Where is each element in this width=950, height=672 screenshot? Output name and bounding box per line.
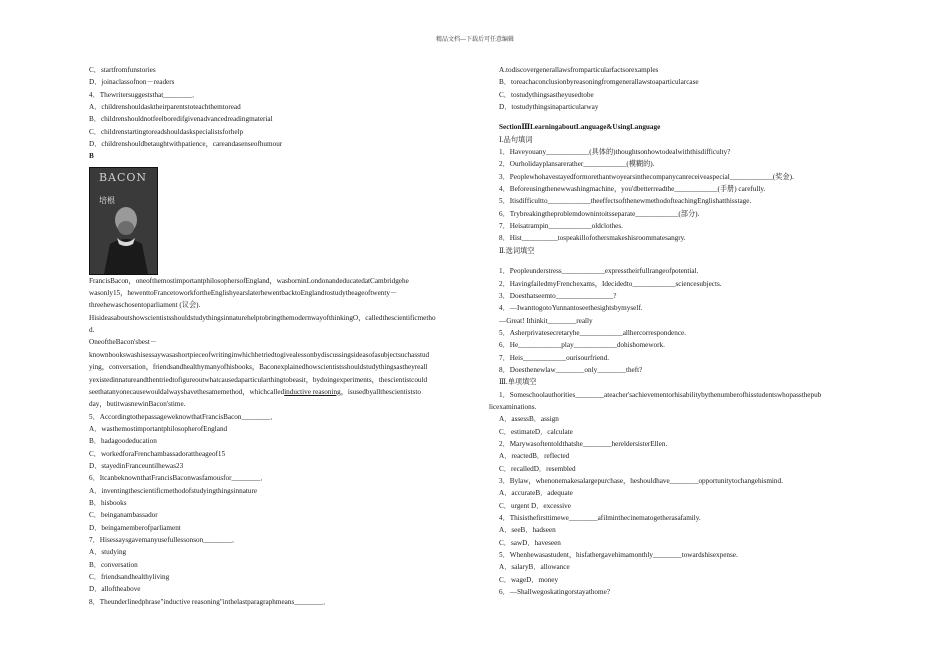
fill-blank-item: 6．He____________play____________dohishomework. <box>499 341 665 350</box>
fill-blank-item: —Great! Ithinkit________really <box>499 316 593 325</box>
option-line: A．studying <box>89 548 127 557</box>
question-line: 2．Marywasoftentoldthatshe________hereldersisterEllen. <box>499 439 668 448</box>
fill-blank-item: 5．Itisdifficultto____________theeffectsofthenewmethodofteachingEnglishatthisstage. <box>499 197 752 206</box>
option-line: C．beinganambassador <box>89 511 158 520</box>
fill-blank-item: 2．HavingfailedmyFrenchexams，Idecidedto____________sciencesubjects. <box>499 279 722 288</box>
option-line: C．friendsandhealthyliving <box>89 573 170 581</box>
section-b-label: B <box>89 152 94 161</box>
text-line: threehewaschosentoparliament (议会). <box>89 301 201 310</box>
text-line: wasonly15，hewenttoFrancetoworkfortheEnglishyearslaterhewentbacktoEnglandtostudytheageoftwenty－ <box>89 289 398 298</box>
question-line-continued: licexaminations. <box>489 402 537 411</box>
left-column <box>89 64 467 608</box>
option-line: B．conversation <box>89 560 138 569</box>
text-span: seethatanyonecausewouldalwayshavethesamemethod，whichcalled <box>89 387 285 396</box>
text-line: ying，conversation，friendsandhealthymanyofhisbooks，Baconexplainedhowscientistsshouldstudythingsastheyreall <box>89 363 428 372</box>
part-3-items <box>489 389 879 599</box>
left-questions <box>89 411 467 609</box>
part-3-title: Ⅲ.单项填空 <box>499 378 537 387</box>
option-line: A．wasthemostimportantphilosopherofEngland <box>89 424 228 433</box>
bacon-figure <box>89 163 467 275</box>
fill-blank-item: 3．Doesthatseemto________________? <box>499 291 617 300</box>
option-line: A.todiscovergenerallawsfromparticularfactsorexamples <box>499 66 659 74</box>
passage-paragraph-2 <box>89 336 467 410</box>
option-line: D．alloftheabove <box>89 585 141 594</box>
option-line: A．assessB．assign <box>499 415 559 424</box>
text-line: B．childrenshouldnotfeelboredifgivenadvancedreadingmaterial <box>89 115 273 124</box>
question-line: 3．Bylaw，whenonemakesalargepurchase，heshouldhave________opportunitytochangehismind. <box>499 477 783 485</box>
option-line: A．salaryB．allowance <box>499 563 570 572</box>
fill-blank-item: 6．Trybreakingtheproblemdownintoitsseparate____________(部分). <box>499 209 700 218</box>
bacon-cover-title: BACON <box>98 170 148 184</box>
right-top-options <box>499 64 879 113</box>
bacon-cover-subtitle: 培根 <box>99 195 115 205</box>
text-line: D．childrenshouldbetaughtwithpatience，careandasenseofhumour <box>89 140 283 149</box>
fill-blank-item: 3．Peoplewhohavestayedformorethantwoyearsinthecompanycanreceiveaspecial____________(奖金). <box>499 172 794 181</box>
option-line: B．toreachaconclusionbyreasoningfromgenerallawstoaparticularcase <box>499 78 699 87</box>
spacer <box>499 257 879 265</box>
fill-blank-item: 8．Hist__________tospeakillofothersmakeshisroommatesangry. <box>499 234 686 243</box>
page-header: 精品文档---下载后可任意编辑 <box>436 37 514 43</box>
fill-blank-item: 7．Heis____________ourisourfriend. <box>499 353 609 362</box>
option-line: B．hisbooks <box>89 498 127 507</box>
option-line: B．hadagoodeducation <box>89 437 157 446</box>
option-line: A．inventingthescientificmethodofstudyingthingsinnature <box>89 486 258 495</box>
option-line: D．stayedinFranceuntilhewas23 <box>89 461 184 470</box>
text-line: C．childrenstartingtoreadshouldaskspecialistsforhelp <box>89 127 244 136</box>
fill-blank-item: 1．Peopleunderstress____________expresstheirfullrangeofpotential. <box>499 267 699 276</box>
question-line: 8．Theunderlinedphrase"inductive reasoning"inthelastparagraphmeans________． <box>89 597 331 606</box>
text-line: C．startfromfunstories <box>89 66 156 74</box>
text-line: A．childrenshouldasktheirparentstoteachthemtoread <box>89 103 241 112</box>
option-line: C．estimateD．calculate <box>499 427 573 436</box>
text-line: d. <box>89 326 95 335</box>
option-line: C．recalledD．resembled <box>499 464 576 473</box>
option-line: D．tostudythingsinaparticularway <box>499 103 599 112</box>
fill-blank-item: 4．—IwanttogotoYunnantoseethesightsbymyself. <box>499 304 643 313</box>
bacon-book-cover-image <box>89 167 158 275</box>
part-1-items <box>499 146 879 245</box>
text-line <box>89 386 467 398</box>
fill-blank-item: 2．Ourholidayplansarerather____________(模糊的). <box>499 160 655 169</box>
question-line: 6．ItcanbeknownthatFrancisBaconwasfamousfor________． <box>89 474 268 483</box>
underlined-phrase: inductive reasoning <box>284 387 341 396</box>
part-1-title: Ⅰ.品句填词 <box>499 135 533 144</box>
question-line: 5．Whenhewasastudent，hisfathergavehimamonthly________towardshisexpense. <box>499 551 738 560</box>
option-line: A．accurateB．adequate <box>499 489 573 498</box>
text-span: ，isusedbyallthescientiststo <box>340 387 421 396</box>
fill-blank-item: 4．Beforeusingthenewwashingmachine，you'dbetterreadthe____________(手册) carefully. <box>499 185 766 194</box>
section-title: SectionⅢLearningaboutLanguage&UsingLanguage <box>499 123 661 132</box>
text-line: HisideasaboutshowscientistsshouldstudythingsinnaturehelptobringthemodernwayofthinkingO，calledthescientificmetho <box>89 313 436 322</box>
text-line: OneoftheBacon'sbest－ <box>89 338 157 347</box>
part-2-items <box>499 265 879 376</box>
option-line: C．sawD．haveseen <box>499 538 561 547</box>
fill-blank-item: 7．Heisatrampin____________oldclothes. <box>499 222 623 231</box>
passage-paragraph-1 <box>89 275 467 337</box>
option-line: C．tostudythingsastheyusedtobe <box>499 90 594 99</box>
right-column <box>489 64 879 598</box>
option-line: D．beingamemberofparliament <box>89 523 181 532</box>
question-line: 4．Thisisthefirsttimewe________afilminthecinematogetherasafamily. <box>499 514 701 523</box>
fill-blank-item: 1．Haveyouany____________(具体的)thoughtsonhowtodealwiththisdifficulty? <box>499 148 731 157</box>
option-line: C．urgent D．excessive <box>499 501 571 510</box>
question-line: 7．Hisessaysgavemanyusefullessonson________． <box>89 535 240 544</box>
fill-blank-item: 8．Doesthenewlaw________only________theft? <box>499 365 643 374</box>
left-top-options <box>89 64 467 150</box>
text-line: yexistedinnatureandthentriedtofigureoutwhatcausedaparticularthingtobeasit，bydoingexperiments，thescientistcould <box>89 375 428 384</box>
option-line: A．reactedB．reflected <box>499 452 570 461</box>
option-line: A．seeB．hadseen <box>499 526 556 535</box>
question-line: 6．—Shallwegoskatingorstayathome? <box>499 588 610 597</box>
fill-blank-item: 5．Asherprivatesecretaryhe____________allhercorrespondence. <box>499 328 687 337</box>
text-line: D．joinaclassofnon－readers <box>89 78 175 87</box>
question-line: 5．AccordingtothepassageweknowthatFrancisBacon________． <box>89 412 278 421</box>
text-line: day，butitwasnewinBacon'stime. <box>89 400 186 409</box>
text-line: FrancisBacon，oneofthemostimportantphilosophersofEngland，wasborninLondonandeducatedatCambridgehe <box>89 276 409 285</box>
text-line: 4．Thewritersuggeststhat________． <box>89 90 200 99</box>
option-line: C．workedforaFrenchambassadorattheageof15 <box>89 449 226 458</box>
part-2-title: Ⅱ.选词填空 <box>499 246 535 255</box>
question-line: 1．Someschoolauthorities________ateacher'sachievementorhisabilitybythenumberofhisstudentswhopassthepub <box>499 390 822 399</box>
option-line: C．wageD．money <box>499 575 559 584</box>
text-line: knownbookswashisessaywasashortpieceofwritinginwhichhetriedtogivealessonbydiscussingsideasofasubjectsuchasstud <box>89 350 430 359</box>
